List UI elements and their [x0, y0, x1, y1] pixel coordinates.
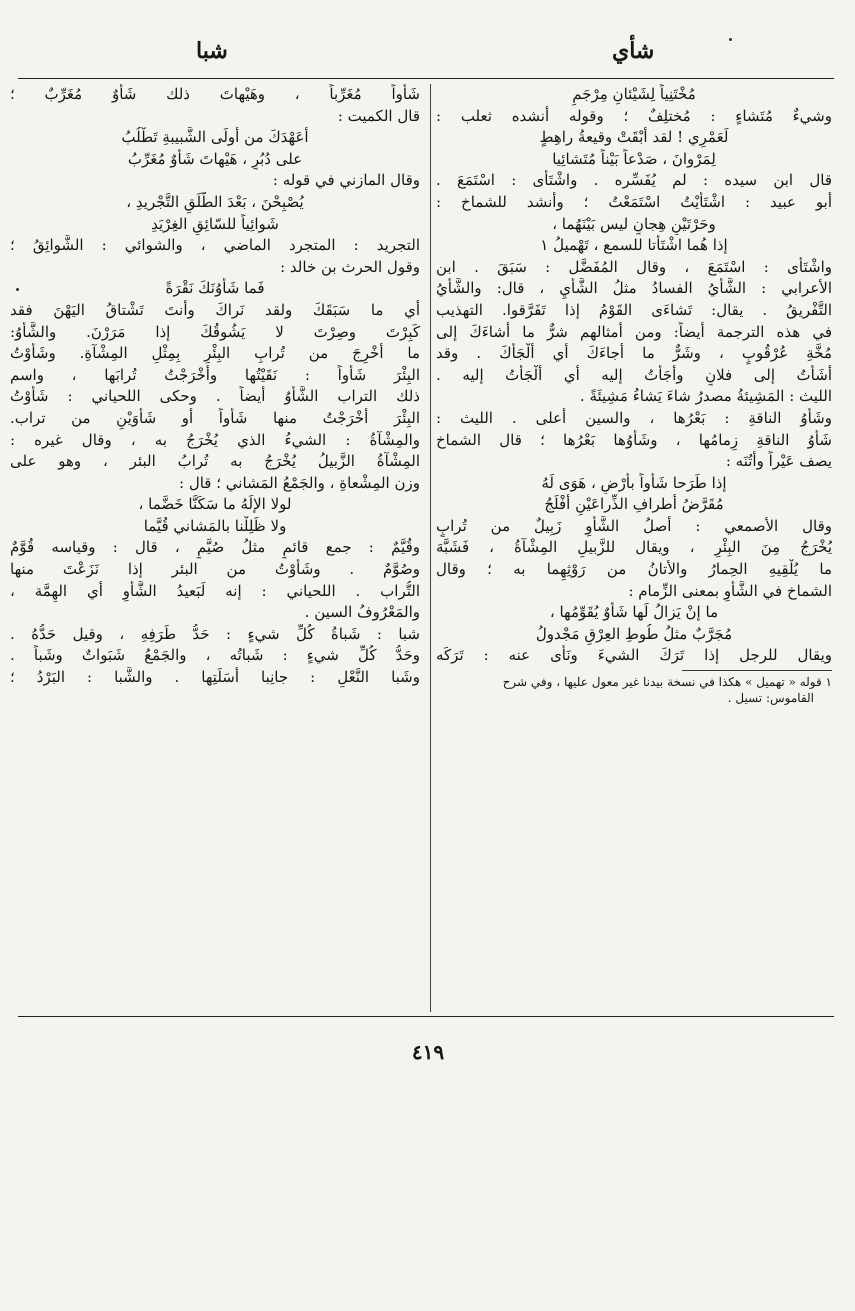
text-line: الليث : المَشِيئةُ مصدرُ شاءَ يَشاءُ مَشِيئَةً .	[579, 387, 832, 406]
text-line: ذلك التراب الشَّأْوُ أيضاً . وحكى اللحياني : شَأَوْتُ	[10, 387, 420, 406]
text-line: يُخْرَجُ مِنَ البِئْرِ ، ويقال للزَّبيلِ المِشْآةُ ، فَشَبَّهَ	[436, 538, 832, 557]
text-line: واشْتَأَى : اسْتَمَعَ ، وقال المُفَضَّل : سَبَقَ . ابن	[436, 257, 832, 276]
text-line: يصف عَيْراً وأُتُنَه :	[725, 452, 832, 471]
verse-line: مُجَرَّبٌ مثلُ طُوطِ العِرْقِ مَجْدولُ	[535, 624, 733, 643]
scan-speck	[729, 38, 732, 41]
text-line: ما أُخْرِجَ من تُرابِ البِئْرِ بِمِثْلِ المِشْآةِ. وشَأَوْتُ	[10, 344, 420, 363]
text-line: التجريد : المتجرد الماضي ، والشوائي : الشَّوائِقُ ؛	[10, 236, 420, 255]
footnote-line: ١ قوله « تهميل » هكذا في نسخة بيدنا غير معول عليها ، وفي شرح	[502, 675, 832, 690]
verse-line: مُقَرَّضُ أَطرافِ الذِّراعَيْنِ أَفْلَجُ	[544, 495, 724, 514]
verse-line: ما إنْ يَزالُ لَها شَأْوٌ يُقَوِّمُها ،	[549, 603, 719, 622]
text-line: قال الكميت :	[337, 106, 420, 125]
text-line: التَّفْريقُ . يقال: تَشاءَى القَوْمُ إذا تَفَرَّقوا. التهذيب	[436, 300, 832, 319]
text-line: وشَأْوُ الناقةِ : بَعْرُها ، والسين أَعلى . الليث :	[436, 408, 832, 427]
text-line: ما يُلْقِيهِ الحِمارُ والأَتانُ من رَوْثِهِما به ؛ وقال	[436, 560, 832, 579]
text-line: شَأْوُ الناقةِ زِمامُها ، وشَأْوُها بَعْرُها ؛ قال الشماخ	[436, 430, 832, 449]
footnote-line: القاموس: تسيل .	[727, 691, 814, 706]
text-line: أي ما سَبَقَكَ ولقد نَراكَ وأنتَ تَشْتاقُ اليَهْنَ فقد	[10, 300, 420, 319]
text-line: وقال الأصمعي : أَصلُ الشَّأْوِ زَبِيلٌ من تُرابٍ	[436, 516, 832, 535]
verse-line: على دُبُرٍ ، هَيْهاتَ شَأْوٌ مُغَرِّبُ	[127, 149, 303, 168]
text-line: قال ابن سيده : لم يُفَسِّره . واشْتَأَى : اسْتَمَعَ .	[436, 171, 832, 190]
text-line: وقُيَّمٌ : جمع قائمٍ مثلُ صُيَّمٍ ، قال : وقياسه قُوَّمٌ	[10, 538, 420, 557]
header-rule	[18, 78, 834, 79]
footer-rule	[18, 1016, 834, 1017]
verse-line: لولا الإلَهُ ما سَكَنَّا خَضَّما ،	[138, 495, 292, 514]
text-line: وقول الحرث بن خالد :	[280, 257, 420, 276]
verse-line: مُخْتَنِياً لِشَيْئانِ مِرْجَمِ	[572, 85, 696, 103]
page-number: ٤١٩	[411, 1040, 445, 1064]
text-line: مُخَّةِ عُرْقُوبٍ ، وشَرٌّ ما أَجاءَكَ أي أَلْجَأَكَ . وقد	[436, 344, 832, 363]
right-column	[436, 84, 832, 706]
text-line: التُّراب . اللحياني : إنه لَبَعيدُ الشَّأْوِ أي الهِمَّة ،	[10, 581, 420, 600]
verse-line: لَعَمْرِي ! لقد أَبْقَتْ وقيعةُ راهِطٍ	[539, 128, 729, 147]
text-line: شَأْواً مُغَرِّباً ، وهَيْهاتَ ذلك شَأْوٌ مُغَرِّبٌ ؛	[10, 85, 420, 103]
text-line: أَشَأْتُ إلى فلانٍ وأَجَأْتُ إليه أي أَلْجَأْتُ إليه .	[436, 365, 832, 384]
text-line: وشَبا النَّعْلِ : جانِبا أَسَلَتِها . والشَّبا : البَرْدُ ؛	[10, 668, 420, 687]
column-divider	[430, 84, 431, 1012]
text-line: الشماخ في الشَّأْوِ بمعنى الزِّمام :	[628, 581, 832, 600]
verse-line: إذا هُما اشْتَأَتا للسمع ، تَهْميلُ ١	[540, 236, 728, 255]
verse-line: يُصْبِحْنَ ، بَعْدَ الطَّلَقِ التَّجْريدِ ،	[126, 192, 304, 211]
text-line: كَبِرْتَ وصِرْتَ لا يَشُوقُكَ إذا مَرَرْنَ. والشَّأْوُ:	[10, 322, 420, 341]
text-line: وقال المازني في قوله :	[272, 171, 420, 190]
text-line: البِئْرَ شَأْواً : نَقَيْتُها وأَخْرَجْتُ تُرابَها ، واسم	[10, 365, 420, 384]
left-header-word: شبا	[196, 38, 228, 64]
text-line: والمِشْآةُ : الشيءُ الذي يُخْرَجُ به ، وقال غيره :	[10, 430, 420, 449]
text-line: وصُوَّمٌ . وشَأَوْتُ من البئر إذا نَزَعْتَ منها	[10, 560, 420, 579]
verse-line: وحَرْتَيْنِ هِجانٍ ليس بَيْنَهُما ،	[552, 214, 716, 233]
text-line: وزن المِشْعاةِ ، والجَمْعُ المَشاني ؛ قال :	[179, 473, 420, 492]
text-line: البِئْرَ أَخْرَجْتُ منها شَأْواً أو شَأْوَيْنِ من تراب.	[10, 408, 420, 427]
text-line: وحَدُّ كُلِّ شيءٍ : شَباتُه ، والجَمْعُ شَبَواتٌ وشَباً .	[10, 646, 420, 665]
verse-line: ولا ظَلِلْنا بالمَشاني قُيَّما	[143, 516, 287, 535]
entry-start-line: شبا : شَباةُ كُلِّ شيءٍ : حَدُّ طَرَفِهِ ، وقيل حَدُّهُ .	[10, 624, 420, 643]
text-line: أبو عبيد : اشْتَأَيْتُ اسْتَمَعْتُ ؛ وأنشد للشماخ :	[436, 192, 832, 211]
text-line: والمَعْرُوفُ السين .	[304, 603, 420, 622]
verse-line: شَوائِياً للسّائِقِ الغِرْيَدِ	[151, 214, 279, 233]
verse-line: فَما شَأْوُنَكَ نَقْرَةً	[165, 279, 265, 298]
footnote-separator	[682, 670, 832, 671]
text-line: ويقال للرجل إذا تَرَكَ الشيءَ ونَأَى عنه : تَرَكَه	[436, 646, 832, 665]
left-column	[10, 84, 420, 689]
scan-speck	[16, 288, 19, 291]
right-header-word: شأي	[612, 38, 655, 64]
verse-line: أَعَهْدَكَ من أُولَى الشَّبيبةِ تَطْلُبُ	[121, 128, 309, 147]
verse-line: لِمَرْوانَ ، صَدْعاً بَيْناً مُتَشائِيا	[552, 149, 716, 168]
verse-line: إذا طَرَحا شَأْواً بأَرْضٍ ، هَوَى لَهُ	[541, 473, 727, 492]
text-line: في هذه الترجمة أيضاً: ومن أمثالهم شرٌّ ما أَشاءَكَ إلى	[436, 322, 832, 341]
text-line: الأعرابي : الشَّأْيُ الفسادُ مثلُ الشَّأْيِ ، قال: والشَّأْيُ	[436, 279, 832, 298]
text-line: وشيءٌ مُتَشاءٍ : مُختلِفٌ ؛ وقوله أنشده ثعلب :	[436, 106, 832, 125]
text-line: المِشْآةُ الزَّبيلُ يُخْرَجُ به تُرابُ البئر ، وهو على	[10, 452, 420, 471]
